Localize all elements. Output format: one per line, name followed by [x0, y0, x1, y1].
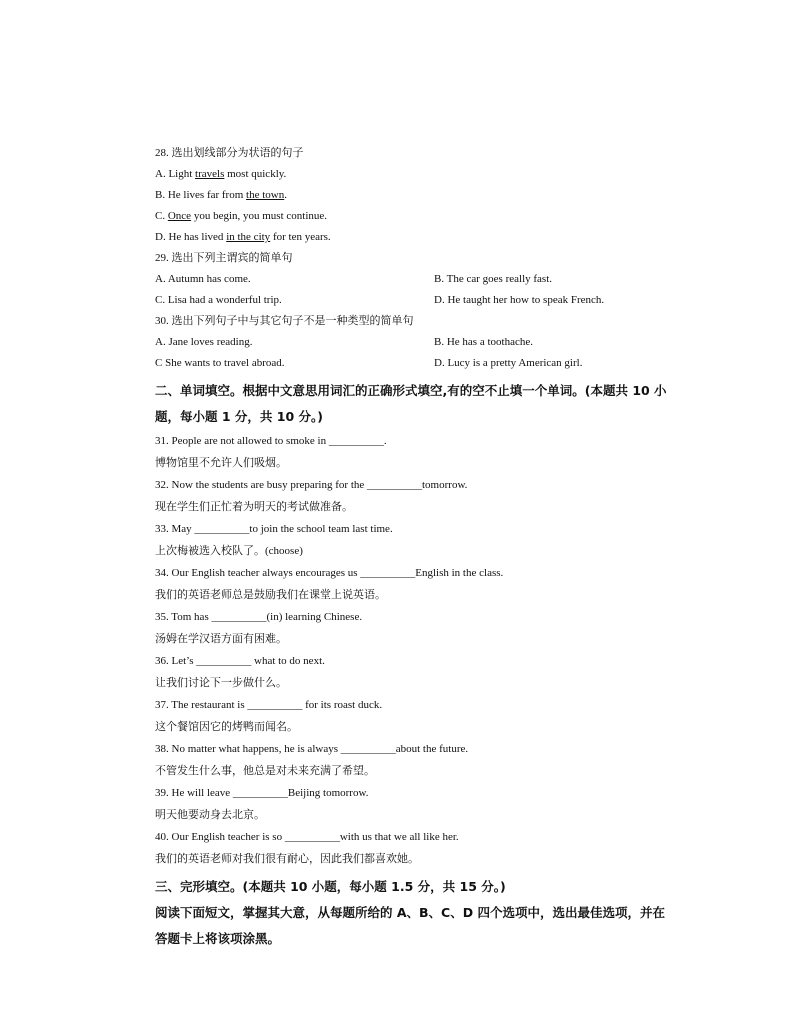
- question-29-option-b: B. The car goes really fast.: [434, 273, 553, 285]
- item-33-translation: 上次梅被选入校队了。(choose): [155, 545, 303, 557]
- section-2-heading-line-2: 题，每小题 1 分，共 10 分。): [155, 409, 323, 424]
- item-38-sentence: 38. No matter what happens, he is always __________about the future.: [155, 743, 469, 755]
- question-28-option-b: B. He lives far from the town.: [155, 189, 287, 201]
- question-29-options-row-2: [155, 293, 715, 307]
- question-30-options-row-1: [155, 335, 715, 349]
- item-40-translation: 我们的英语老师对我们很有耐心，因此我们都喜欢她。: [155, 853, 419, 865]
- question-30-option-b: B. He has a toothache.: [434, 336, 533, 348]
- underlined-word: the town: [246, 189, 285, 201]
- item-36-translation: 让我们讨论下一步做什么。: [155, 677, 287, 689]
- underlined-word: Once: [167, 210, 192, 222]
- fill-in-items: [155, 434, 715, 866]
- item-33-sentence: 33. May __________to join the school team last time.: [155, 523, 393, 535]
- item-39-sentence: 39. He will leave __________Beijing tomorrow.: [155, 787, 369, 799]
- item-32-translation: 现在学生们正忙着为明天的考试做准备。: [155, 501, 353, 513]
- item-35-translation: 汤姆在学汉语方面有困难。: [155, 633, 287, 645]
- exam-page: [155, 146, 715, 952]
- question-30-option-d: D. Lucy is a pretty American girl.: [434, 357, 583, 369]
- section-3-instruction-line-1: 阅读下面短文，掌握其大意，从每题所给的 A、B、C、D 四个选项中，选出最佳选项，并在: [155, 905, 665, 920]
- question-30-title: 30. 选出下列句子中与其它句子不是一种类型的简单句: [155, 315, 414, 327]
- question-28-option-a: A. Light travels most quickly.: [155, 168, 287, 180]
- question-30-option-c: C She wants to travel abroad.: [155, 357, 285, 369]
- item-35-sentence: 35. Tom has __________(in) learning Chinese.: [155, 611, 363, 623]
- item-32-sentence: 32. Now the students are busy preparing for the __________tomorrow.: [155, 479, 468, 491]
- item-31-sentence: 31. People are not allowed to smoke in __________.: [155, 435, 387, 447]
- question-29-options-row-1: [155, 272, 715, 286]
- section-3-title: 三、完形填空。(本题共 10 小题，每小题 1.5 分，共 15 分。): [155, 879, 506, 894]
- question-30-options-row-2: [155, 356, 715, 370]
- section-3-heading: [155, 874, 715, 952]
- item-36-sentence: 36. Let’s __________ what to do next.: [155, 655, 325, 667]
- item-31-translation: 博物馆里不允许人们吸烟。: [155, 457, 287, 469]
- section-2-heading: [155, 378, 715, 430]
- item-39-translation: 明天他要动身去北京。: [155, 809, 265, 821]
- item-34-translation: 我们的英语老师总是鼓励我们在课堂上说英语。: [155, 589, 386, 601]
- underlined-word: travels: [195, 168, 225, 180]
- question-28-option-d: D. He has lived in the city for ten years.: [155, 231, 331, 243]
- question-29-option-c: C. Lisa had a wonderful trip.: [155, 294, 282, 306]
- item-37-sentence: 37. The restaurant is __________ for its roast duck.: [155, 699, 383, 711]
- question-29-title: 29. 选出下列主谓宾的简单句: [155, 252, 293, 264]
- question-30-option-a: A. Jane loves reading.: [155, 336, 253, 348]
- underlined-word: in the city: [226, 231, 271, 243]
- section-3-instruction-line-2: 答题卡上将该项涂黑。: [155, 931, 281, 946]
- item-38-translation: 不管发生什么事，他总是对未来充满了希望。: [155, 765, 375, 777]
- item-34-sentence: 34. Our English teacher always encourages us __________English in the class.: [155, 567, 504, 579]
- question-28-option-c: C. Once you begin, you must continue.: [155, 210, 328, 222]
- item-40-sentence: 40. Our English teacher is so __________with us that we all like her.: [155, 831, 459, 843]
- question-29-option-d: D. He taught her how to speak French.: [434, 294, 605, 306]
- section-2-heading-line-1: 二、单词填空。根据中文意思用词汇的正确形式填空,有的空不止填一个单词。(本题共 10 小: [155, 383, 667, 398]
- question-29-option-a: A. Autumn has come.: [155, 273, 251, 285]
- question-28-title: 28. 选出划线部分为状语的句子: [155, 147, 304, 159]
- item-37-translation: 这个餐馆因它的烤鸭而闻名。: [155, 721, 298, 733]
